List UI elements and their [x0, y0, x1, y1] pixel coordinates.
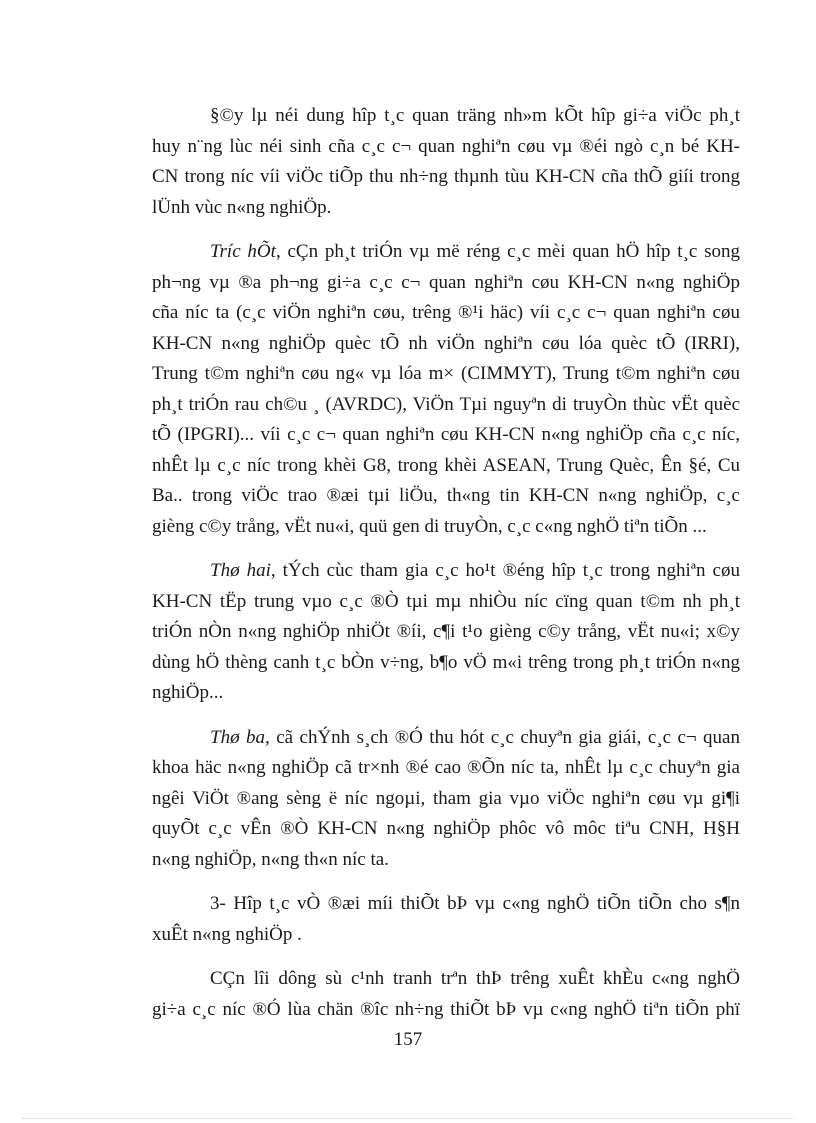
paragraph-intro: [152, 101, 740, 223]
italic-lead: Thø ba,: [210, 726, 270, 748]
text-line: CÇn lîi dông sù c¹nh tranh trªn thÞ trêng xuÊt khÈu c«ng nghÖ: [210, 968, 740, 989]
text-line: Trung t©m nghiªn cøu ng« vµ lóa m× (CIMMYT), Trung t©m nghiªn cøu: [152, 363, 740, 384]
text-line: §©y lµ néi dung hîp t¸c quan träng nh»m kÕt hîp gi÷a viÖc ph¸t: [210, 105, 740, 126]
text-line: quyÕt c¸c vÊn ®Ò KH-CN n«ng nghiÖp phôc vô môc tiªu CNH, H§H: [152, 818, 740, 839]
text-line: KH-CN tËp trung vµo c¸c ®Ò tµi mµ nhiÒu níc cïng quan t©m nh ph¸t: [152, 590, 740, 612]
text-line: gièng c©y trång, vËt nu«i, quü gen di truyÒn, c¸c c«ng nghÖ tiªn tiÕn ...: [152, 515, 707, 537]
text-line: gi÷a c¸c níc ®Ó lùa chän ®îc nh÷ng thiÕt bÞ vµ c«ng nghÖ tiªn tiÕn phï: [152, 998, 740, 1020]
text-line: cña níc ta (c¸c viÖn nghiªn cøu, trêng ®¹i häc) víi c¸c c¬ quan nghiªn cøu: [152, 302, 740, 323]
text-line: [152, 723, 740, 754]
text-line: ngêi ViÖt ®ang sèng ë níc ngoµi, tham gia vµo viÖc nghiªn cøu vµ gi¶i: [152, 787, 740, 809]
text-line: KH-CN n«ng nghiÖp quèc tÕ nh viÖn nghiªn cøu lóa quèc tÕ (IRRI),: [152, 332, 740, 354]
section-heading: [152, 889, 740, 950]
text-line: [152, 556, 740, 587]
text-line: huy n¨ng lùc néi sinh cña c¸c c¬ quan nghiªn cøu vµ ®éi ngò c¸n bé KH-: [152, 135, 740, 157]
text-line: lÜnh vùc n«ng nghiÖp.: [152, 196, 332, 218]
page-number: 157: [393, 1029, 423, 1050]
paragraph-second: [152, 556, 740, 709]
italic-lead: Thø hai: [210, 560, 271, 581]
text-line: nhÊt lµ c¸c níc trong khèi G8, trong khèi ASEAN, Trung Quèc, Ên §é, Cu: [152, 454, 740, 476]
text-line: triÓn nÒn n«ng nghiÖp nhiÖt ®íi, c¶i t¹o gièng c©y trång, vËt nu«i; x©y: [152, 621, 740, 642]
text-line: CN trong níc víi viÖc tiÕp thu nh÷ng thµnh tùu KH-CN cña thÕ giíi trong: [152, 166, 740, 187]
italic-lead: Tríc hÕt: [210, 241, 276, 262]
text-line: dùng hÖ thèng canh t¸c bÒn v÷ng, b¶o vÖ m«i trêng trong ph¸t triÓn n«ng: [152, 651, 740, 673]
paragraph-first: [152, 237, 740, 542]
text-run: cã chÝnh s¸ch ®Ó thu hót c¸c chuyªn gia giái, c¸c c¬ quan: [269, 726, 740, 748]
text-line: tÕ (IPGRI)... víi c¸c c¬ quan nghiªn cøu KH-CN n«ng nghiÖp cña c¸c níc,: [152, 424, 740, 445]
text-run: , cÇn ph¸t triÓn vµ më réng c¸c mèi quan hÖ hîp t¸c song: [275, 241, 740, 262]
text-line: Ba.. trong viÖc trao ®æi tµi liÖu, th«ng tin KH-CN n«ng nghiÖp, c¸c: [152, 485, 740, 506]
text-line: ph¸t triÓn rau ch©u ¸ (AVRDC), ViÖn Tµi nguyªn di truyÒn thùc vËt quèc: [152, 393, 740, 415]
text-run: , tÝch cùc tham gia c¸c ho¹t ®éng hîp t¸c trong nghiªn cøu: [270, 560, 740, 581]
text-line: ph¬ng vµ ®a ph¬ng gi÷a c¸c c¬ quan nghiªn cøu KH-CN n«ng nghiÖp: [152, 271, 740, 293]
text-line: nghiÖp...: [152, 682, 224, 703]
page-bottom-divider: [22, 1118, 794, 1119]
paragraph-last: [152, 964, 740, 1025]
paragraph-third: [152, 723, 740, 876]
text-line: xuÊt n«ng nghiÖp .: [152, 923, 302, 945]
text-line: khoa häc n«ng nghiÖp cã tr×nh ®é cao ®Õn níc ta, nhÊt lµ c¸c chuyªn gia: [152, 757, 740, 778]
text-line: 3- Hîp t¸c vÒ ®æi míi thiÕt bÞ vµ c«ng nghÖ tiÕn tiÕn cho s¶n: [210, 893, 740, 914]
text-line: n«ng nghiÖp, n«ng th«n níc ta.: [152, 848, 389, 870]
text-line: [152, 237, 740, 268]
document-body: [152, 101, 740, 1025]
